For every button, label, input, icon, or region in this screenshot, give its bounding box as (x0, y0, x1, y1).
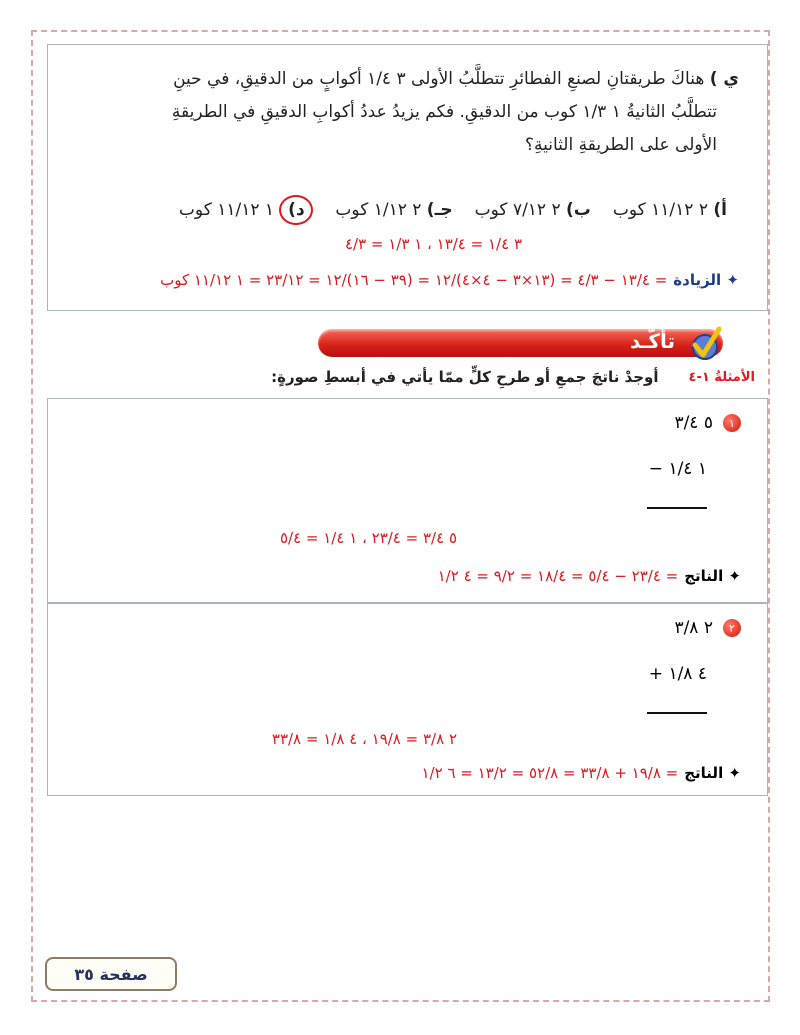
exercise-1-underline (647, 507, 707, 509)
problem-text (79, 63, 739, 162)
exercise-1-top-value: ٥ ٣/٤ (674, 413, 713, 433)
section-header (308, 327, 723, 359)
exercise-2-result (422, 764, 742, 782)
exercise-2-top-value: ٢ ٣/٨ (674, 618, 713, 638)
instruction-text: أوجدْ ناتجَ جمعِ أو طرحِ كلٍّ ممّا يأتي في أبسطِ صورةٍ: (271, 368, 659, 386)
exercise-1-result-expression: = ٢٣/٤ − ٥/٤ = ١٨/٤ = ٩/٢ = ٤ ١/٢ (437, 567, 679, 585)
exercise-2-top (674, 618, 741, 638)
exercise-1-bottom-value: ١ ١/٤ − (648, 459, 707, 479)
problem-letter: ي ) (709, 69, 739, 89)
exercise-2-conversion: ٢ ٣/٨ = ١٩/٨ ، ٤ ١/٨ = ٣٣/٨ (271, 730, 457, 748)
section-title: تأكَّـد (629, 329, 675, 353)
exercise-2-underline (647, 712, 707, 714)
checkmark-icon (683, 323, 723, 363)
exercise-1-result-label: ✦ الناتج (684, 567, 741, 585)
instruction-ref: الأمثلةُ ١-٤ (688, 369, 755, 385)
problem-result (160, 271, 739, 289)
exercise-1-result (438, 567, 741, 585)
exercise-2-box (47, 603, 768, 796)
options-row (179, 195, 727, 225)
problem-conversion: ٣ ١/٤ = ١٣/٤ ، ١ ١/٣ = ٤/٣ (344, 235, 522, 253)
result-expression: = ١٣/٤ − ٤/٣ = (١٣×٣ − ٤×٤)/١٢ = (٣٩ − ١٦)/١٢ = ٢٣/١٢ = ١ ١١/١٢ كوب (160, 271, 668, 289)
option-c[interactable]: جـ) ٢ ١/١٢ كوب (335, 200, 453, 220)
exercise-2-result-label: ✦ الناتج (684, 764, 741, 782)
option-d[interactable]: د) ١ ١١/١٢ كوب (179, 195, 314, 225)
option-a[interactable]: أ) ٢ ١١/١٢ كوب (612, 200, 727, 220)
exercise-1-box (47, 398, 768, 603)
exercise-2-result-expression: = ١٩/٨ + ٣٣/٨ = ٥٢/٨ = ١٣/٢ = ٦ ١/٢ (421, 764, 679, 782)
exercise-1-number: ١ (723, 414, 741, 432)
option-b[interactable]: ب) ٢ ٧/١٢ كوب (474, 200, 591, 220)
problem-line-1: هناكَ طريقتانِ لصنعِ الفطائرِ تتطلَّبُ الأولى ٣ ١/٤ أكوابٍ من الدقيقِ، في حينِ (173, 69, 705, 89)
exercise-1-conversion: ٥ ٣/٤ = ٢٣/٤ ، ١ ١/٤ = ٥/٤ (279, 529, 457, 547)
problem-box (47, 44, 768, 311)
exercise-2-number: ٢ (723, 619, 741, 637)
page-number-tab: صفحة ٣٥ (45, 957, 177, 991)
instruction (271, 368, 755, 386)
problem-line-2: تتطلَّبُ الثانيةُ ١ ١/٣ كوب من الدقيقِ. فكم يزيدُ عددُ أكوابِ الدقيقِ في الطريقةِ (171, 102, 717, 122)
exercise-2-bottom-value: ٤ ١/٨ + (648, 664, 707, 684)
selected-answer-circle: د) (279, 195, 313, 225)
exercise-1-top (674, 413, 741, 433)
result-label: ✦ الزيادة (673, 271, 739, 289)
problem-line-3: الأولى على الطريقةِ الثانيةِ؟ (524, 135, 717, 155)
